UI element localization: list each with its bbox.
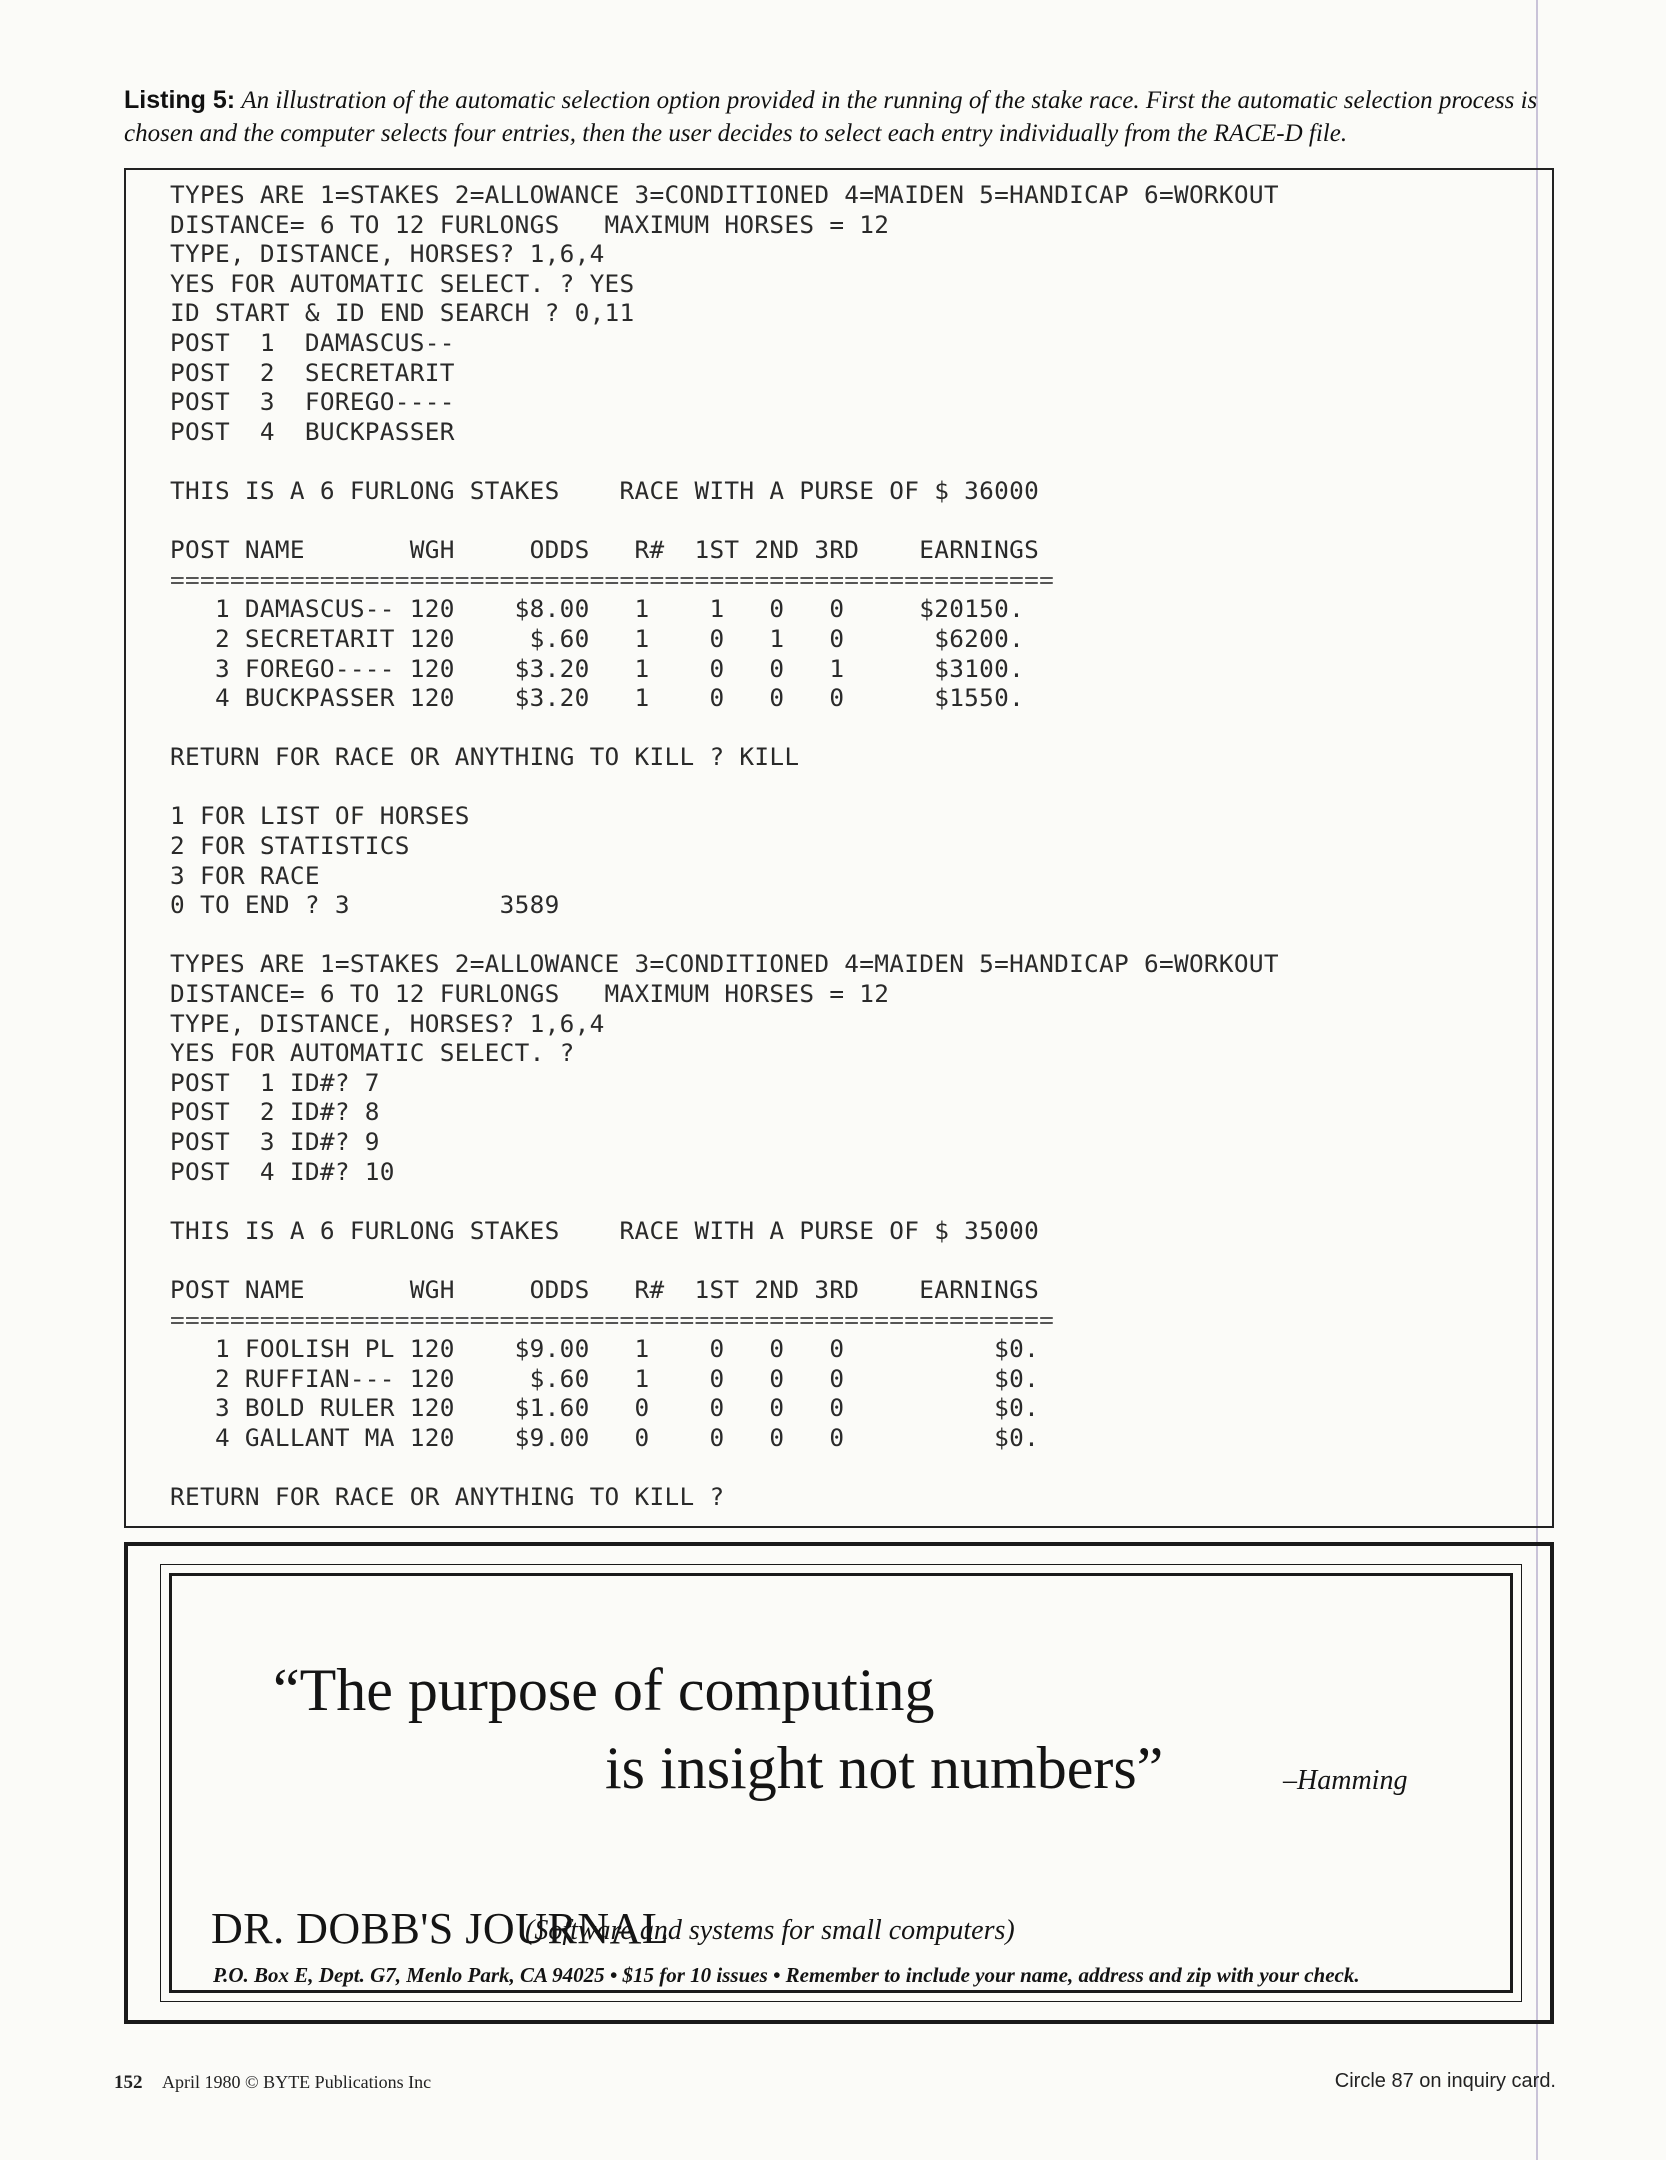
listing-line <box>170 1186 1279 1216</box>
listing-line: DISTANCE= 6 TO 12 FURLONGS MAXIMUM HORSES = 12 <box>170 979 890 1009</box>
listing-line: THIS IS A 6 FURLONG STAKES RACE WITH A PURSE OF $ 35000 <box>170 1215 1040 1245</box>
page-footer <box>114 2072 431 2094</box>
quote-line-2: is insight not numbers” <box>605 1735 1164 1801</box>
listing-line: TYPE, DISTANCE, HORSES? 1,6,4 <box>170 1008 605 1038</box>
listing-line <box>170 1245 1279 1275</box>
listing-line <box>170 772 1279 802</box>
listing-line: POST 4 BUCKPASSER <box>170 416 455 446</box>
listing-line <box>170 920 1279 950</box>
listing-line <box>170 506 1279 536</box>
listing-line <box>170 713 1279 743</box>
listing-line: RETURN FOR RACE OR ANYTHING TO KILL ? <box>170 1482 725 1512</box>
quote-line-1: “The purpose of computing <box>273 1657 935 1723</box>
listing-line: POST 2 SECRETARIT <box>170 357 455 387</box>
listing-line: YES FOR AUTOMATIC SELECT. ? <box>170 1038 575 1068</box>
listing-line: 2 FOR STATISTICS <box>170 831 410 861</box>
caption-text: An illustration of the automatic selection option provided in the running of the stake race. First the automatic selection process is chosen and the computer selects four entries, then the user decides to select each entry individually from the RACE-D file. <box>124 87 1538 147</box>
listing-line: POST 1 DAMASCUS-- <box>170 327 455 357</box>
dr-dobbs-ad <box>124 1542 1554 2024</box>
listing-line: 4 BUCKPASSER 120 $3.20 1 0 0 0 $1550. <box>170 683 1025 713</box>
listing-line: DISTANCE= 6 TO 12 FURLONGS MAXIMUM HORSES = 12 <box>170 209 890 239</box>
journal-tagline: (Software and systems for small computers) <box>525 1915 1015 1946</box>
listing-line: POST 1 ID#? 7 <box>170 1067 380 1097</box>
quote-attribution: –Hamming <box>1283 1765 1408 1796</box>
listing-caption <box>124 84 1564 150</box>
listing-line: 2 SECRETARIT 120 $.60 1 0 1 0 $6200. <box>170 623 1025 653</box>
listing-line: TYPE, DISTANCE, HORSES? 1,6,4 <box>170 239 605 269</box>
listing-line: POST NAME WGH ODDS R# 1ST 2ND 3RD EARNINGS <box>170 1274 1040 1304</box>
listing-line: 0 TO END ? 3 3589 <box>170 890 560 920</box>
listing-line: THIS IS A 6 FURLONG STAKES RACE WITH A PURSE OF $ 36000 <box>170 475 1040 505</box>
journal-name: DR. DOBB'S JOURNAL <box>211 1904 670 1953</box>
journal-address: P.O. Box E, Dept. G7, Menlo Park, CA 94025 • $15 for 10 issues • Remember to include your name, address and zip with your check. <box>213 1963 1360 1987</box>
listing-line: TYPES ARE 1=STAKES 2=ALLOWANCE 3=CONDITIONED 4=MAIDEN 5=HANDICAP 6=WORKOUT <box>170 180 1279 209</box>
listing-line: 1 FOOLISH PL 120 $9.00 1 0 0 0 $0. <box>170 1334 1040 1364</box>
listing-line: 3 BOLD RULER 120 $1.60 0 0 0 0 $0. <box>170 1393 1040 1423</box>
listing-line: TYPES ARE 1=STAKES 2=ALLOWANCE 3=CONDITIONED 4=MAIDEN 5=HANDICAP 6=WORKOUT <box>170 949 1279 979</box>
listing-line: RETURN FOR RACE OR ANYTHING TO KILL ? KILL <box>170 742 800 772</box>
listing-line: 2 RUFFIAN--- 120 $.60 1 0 0 0 $0. <box>170 1363 1040 1393</box>
listing-line: =========================================================== <box>170 1304 1055 1334</box>
caption-label: Listing 5: <box>124 86 236 114</box>
listing-line: YES FOR AUTOMATIC SELECT. ? YES <box>170 268 635 298</box>
listing-line: ID START & ID END SEARCH ? 0,11 <box>170 298 635 328</box>
program-listing <box>170 180 1279 1512</box>
listing-line: POST 3 ID#? 9 <box>170 1127 380 1156</box>
listing-line: POST 3 FOREGO---- <box>170 387 455 417</box>
listing-line: 1 DAMASCUS-- 120 $8.00 1 1 0 0 $20150. <box>170 594 1025 624</box>
ad-frame <box>160 1564 1522 2002</box>
listing-line: POST 4 ID#? 10 <box>170 1156 395 1186</box>
listing-line: 3 FOREGO---- 120 $3.20 1 0 0 1 $3100. <box>170 653 1025 683</box>
inquiry-note: Circle 87 on inquiry card. <box>1334 2070 1556 2092</box>
listing-line <box>170 446 1279 476</box>
listing-line: POST 2 ID#? 8 <box>170 1097 380 1127</box>
listing-line <box>170 1453 1279 1483</box>
listing-line: POST NAME WGH ODDS R# 1ST 2ND 3RD EARNINGS <box>170 535 1040 565</box>
issue-line: April 1980 © BYTE Publications Inc <box>162 2072 432 2092</box>
listing-line: =========================================================== <box>170 564 1055 594</box>
page-number: 152 <box>114 2072 143 2093</box>
listing-line: 3 FOR RACE <box>170 860 320 890</box>
listing-line: 1 FOR LIST OF HORSES <box>170 801 470 831</box>
listing-line: 4 GALLANT MA 120 $9.00 0 0 0 0 $0. <box>170 1422 1040 1452</box>
listing-box <box>124 168 1554 1528</box>
